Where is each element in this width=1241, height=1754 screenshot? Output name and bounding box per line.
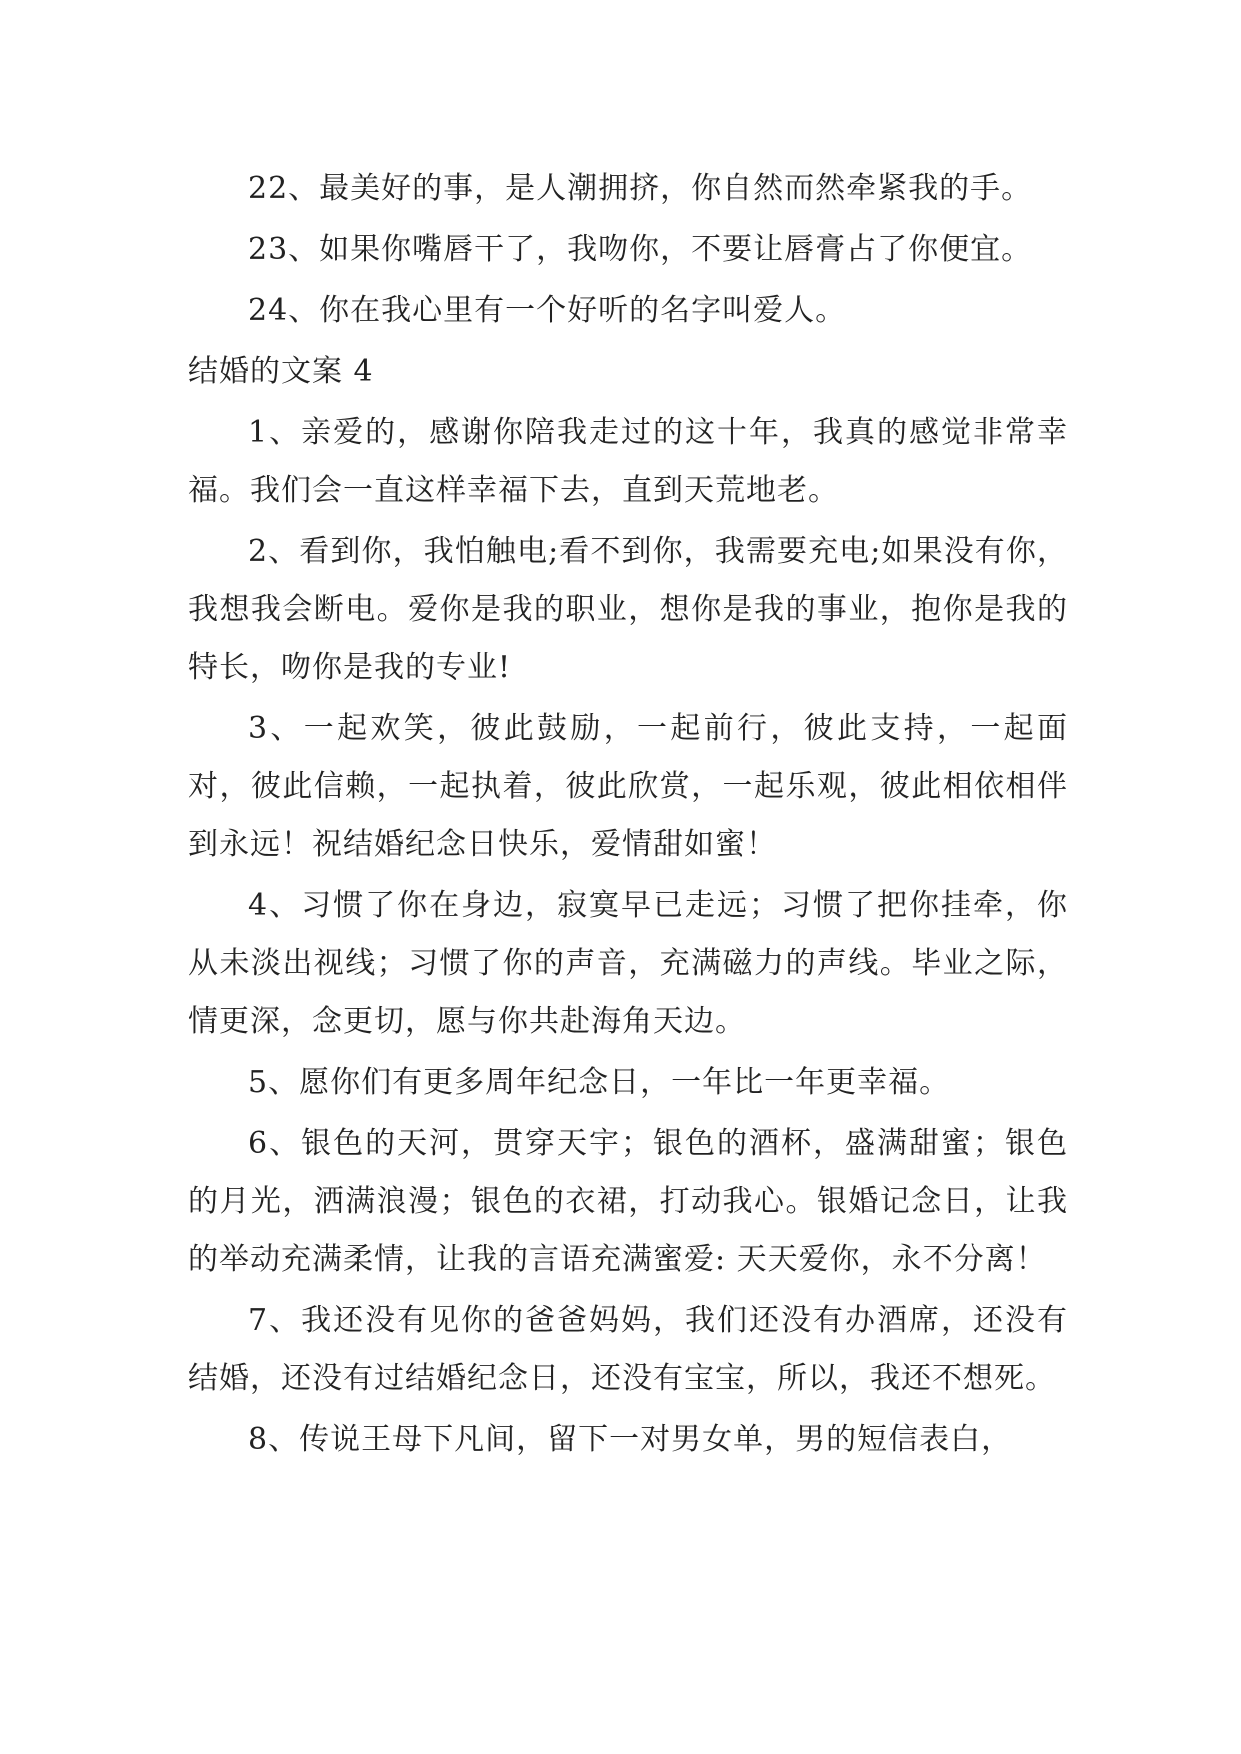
paragraph-7: 7、我还没有见你的爸爸妈妈，我们还没有办酒席，还没有结婚，还没有过结婚纪念日，还没有宝宝，所以，我还不想死。 [188, 1303, 1068, 1396]
paragraph-24: 24、你在我心里有一个好听的名字叫爱人。 [248, 293, 847, 328]
paragraph-4: 4、习惯了你在身边，寂寞早已走远；习惯了把你挂牵，你从未淡出视线；习惯了你的声音，充满磁力的声线。毕业之际，情更深，念更切，愿与你共赴海角天边。 [188, 888, 1068, 1039]
paragraph-2: 2、看到你，我怕触电;看不到你，我需要充电;如果没有你，我想我会断电。爱你是我的职业，想你是我的事业，抱你是我的特长，吻你是我的专业! [188, 534, 1068, 685]
paragraph-1: 1、亲爱的，感谢你陪我走过的这十年，我真的感觉非常幸福。我们会一直这样幸福下去，直到天荒地老。 [188, 415, 1068, 508]
paragraph-23: 23、如果你嘴唇干了，我吻你，不要让唇膏占了你便宜。 [248, 232, 1033, 267]
paragraph-22: 22、最美好的事，是人潮拥挤，你自然而然牵紧我的手。 [248, 171, 1033, 206]
paragraph-6: 6、银色的天河，贯穿天宇；银色的酒杯，盛满甜蜜；银色的月光，洒满浪漫；银色的衣裙，打动我心。银婚记念日，让我的举动充满柔情，让我的言语充满蜜爱: 天天爱你，永不分离！ [188, 1126, 1068, 1277]
paragraph-5: 5、愿你们有更多周年纪念日，一年比一年更幸福。 [248, 1065, 951, 1100]
paragraph-3: 3、一起欢笑，彼此鼓励，一起前行，彼此支持，一起面对，彼此信赖，一起执着，彼此欣赏，一起乐观，彼此相依相伴到永远！祝结婚纪念日快乐，爱情甜如蜜！ [188, 711, 1068, 862]
document-body [188, 160, 1068, 1472]
section-title: 结婚的文案 4 [188, 354, 374, 389]
paragraph-8: 8、传说王母下凡间，留下一对男女单，男的短信表白， [248, 1422, 1013, 1457]
